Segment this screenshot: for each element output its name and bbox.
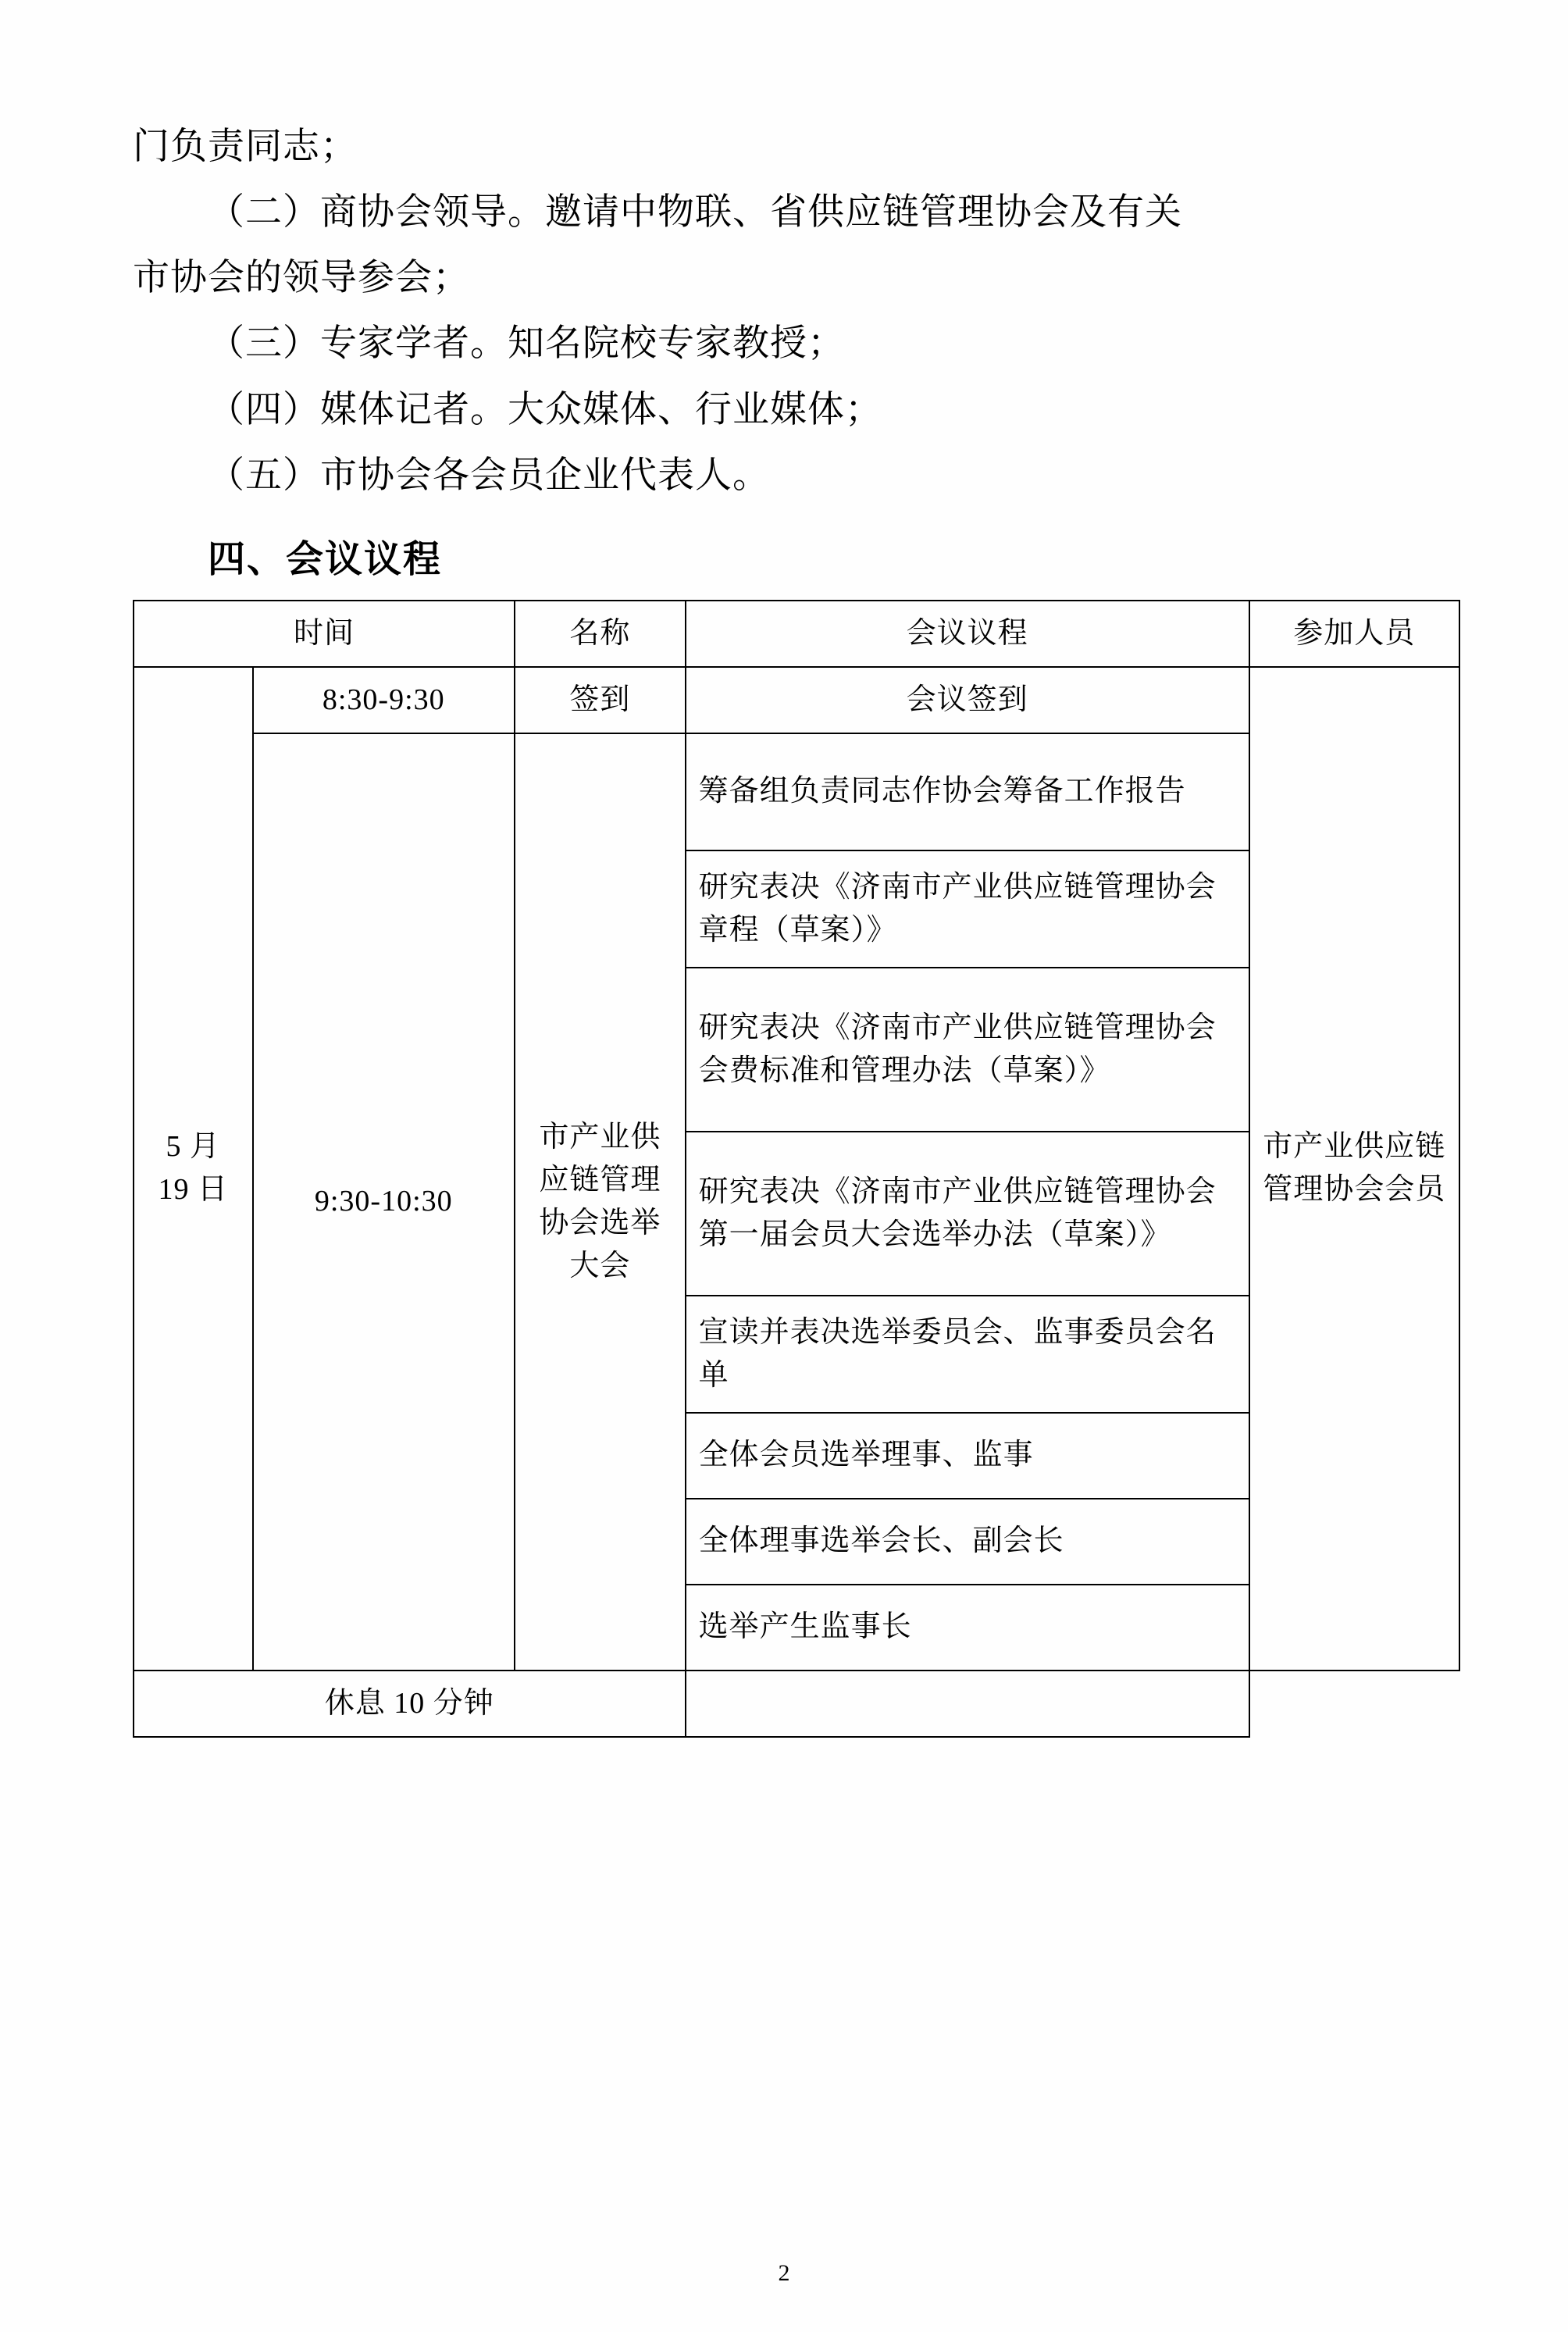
cell-break-label: 休息 10 分钟 [134, 1671, 686, 1737]
column-header-time: 时间 [134, 601, 515, 667]
date-line-1: 5 月 [166, 1130, 220, 1164]
cell-agenda-item-1: 研究表决《济南市产业供应链管理协会章程（草案）》 [686, 850, 1249, 968]
section-heading-agenda: 四、会议议程 [208, 538, 443, 580]
cell-break-spacer [686, 1671, 1249, 1737]
body-text-block [133, 117, 1435, 505]
page-number: 2 [778, 2260, 790, 2286]
meeting-agenda-table [133, 600, 1460, 1738]
cell-agenda-item-6: 全体理事选举会长、副会长 [686, 1499, 1249, 1585]
cell-agenda-signin: 会议签到 [686, 667, 1249, 733]
cell-time-signin: 8:30-9:30 [253, 667, 515, 733]
paragraph-2: 市协会的领导参会； [133, 258, 470, 299]
cell-participants: 市产业供应链管理协会会员 [1249, 667, 1459, 1671]
column-header-people: 参加人员 [1249, 601, 1459, 667]
paragraph-1: （二）商协会领导。邀请中物联、省供应链管理协会及有关 [208, 192, 1182, 234]
cell-date [134, 667, 253, 1671]
cell-agenda-item-2: 研究表决《济南市产业供应链管理协会会费标准和管理办法（草案）》 [686, 968, 1249, 1132]
paragraph-3: （三）专家学者。知名院校专家教授； [208, 323, 845, 365]
cell-agenda-item-3: 研究表决《济南市产业供应链管理协会第一届会员大会选举办法（草案）》 [686, 1132, 1249, 1296]
cell-time-election: 9:30-10:30 [253, 733, 515, 1671]
paragraph-5: （五）市协会各会员企业代表人。 [208, 455, 770, 496]
cell-agenda-item-4: 宣读并表决选举委员会、监事委员会名单 [686, 1296, 1249, 1413]
date-line-2: 19 日 [158, 1173, 228, 1207]
paragraph-0: 门负责同志； [133, 127, 358, 167]
table-header-row [134, 601, 1459, 667]
column-header-agenda: 会议议程 [686, 601, 1249, 667]
cell-name-signin: 签到 [515, 667, 686, 733]
table-row-signin [134, 667, 1459, 733]
paragraph-4: （四）媒体记者。大众媒体、行业媒体； [208, 389, 882, 430]
cell-agenda-item-5: 全体会员选举理事、监事 [686, 1413, 1249, 1499]
column-header-name: 名称 [515, 601, 686, 667]
cell-name-election: 市产业供应链管理协会选举大会 [515, 733, 686, 1671]
cell-agenda-item-0: 筹备组负责同志作协会筹备工作报告 [686, 733, 1249, 850]
table-row-break [134, 1671, 1459, 1737]
cell-agenda-item-7: 选举产生监事长 [686, 1585, 1249, 1671]
